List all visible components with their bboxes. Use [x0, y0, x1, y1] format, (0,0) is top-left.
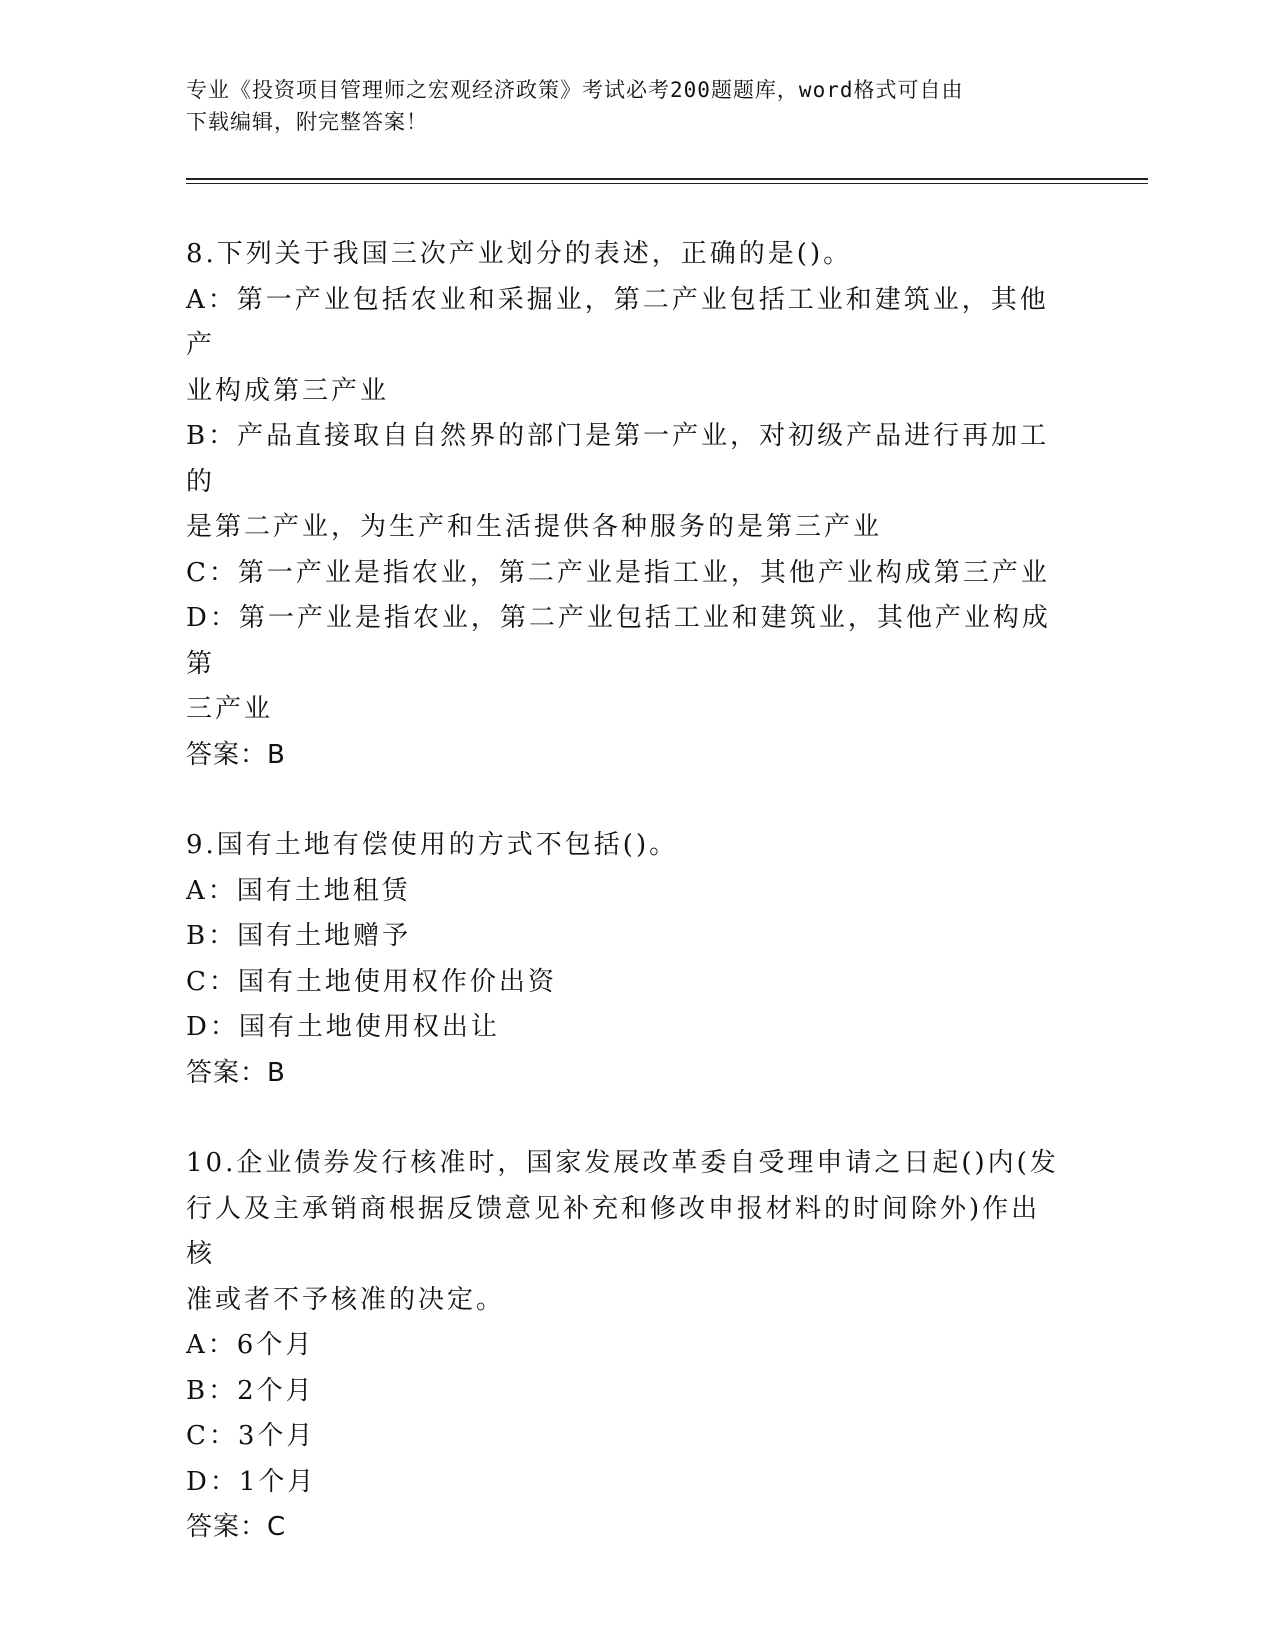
- answer: 答案：C: [186, 1512, 287, 1542]
- option-c: C：国有土地使用权作价出资: [186, 966, 557, 997]
- option-a: A：6个月: [186, 1330, 315, 1360]
- option-a: A：第一产业包括农业和采掘业，第二产业包括工业和建筑业，其他产: [186, 284, 1049, 360]
- question-10: [186, 1141, 1066, 1551]
- question-stem-cont: 行人及主承销商根据反馈意见补充和修改申报材料的时间除外)作出核: [186, 1193, 1041, 1269]
- option-a: A：国有土地租赁: [186, 875, 411, 906]
- header-divider-thick: [186, 178, 1148, 180]
- option-b: B：国有土地赠予: [186, 921, 412, 951]
- question-stem: 8.下列关于我国三次产业划分的表述，正确的是()。: [186, 239, 853, 269]
- question-8: [186, 232, 1066, 778]
- question-stem: 9.国有土地有偿使用的方式不包括()。: [186, 830, 679, 860]
- header-divider-thin: [186, 183, 1148, 184]
- option-c: C：3个月: [186, 1421, 316, 1451]
- document-header: [186, 74, 1086, 138]
- answer: 答案：B: [186, 1057, 286, 1088]
- option-c: C：第一产业是指农业，第二产业是指工业，其他产业构成第三产业: [186, 557, 1050, 588]
- question-9: [186, 823, 1066, 1096]
- option-d-cont: 三产业: [186, 694, 274, 724]
- option-b-cont: 是第二产业，为生产和生活提供各种服务的是第三产业: [186, 512, 883, 542]
- option-a-cont: 业构成第三产业: [186, 375, 390, 406]
- answer: 答案：B: [186, 739, 286, 770]
- option-d: D：国有土地使用权出让: [186, 1012, 500, 1042]
- option-b: B：产品直接取自自然界的部门是第一产业，对初级产品进行再加工的: [186, 421, 1050, 497]
- question-stem-cont: 准或者不予核准的决定。: [186, 1284, 506, 1315]
- question-stem: 10.企业债券发行核准时，国家发展改革委自受理申请之日起()内(发: [186, 1148, 1059, 1178]
- option-b: B：2个月: [186, 1375, 315, 1406]
- header-line-1: 专业《投资项目管理师之宏观经济政策》考试必考200题题库，word格式可自由: [186, 78, 964, 102]
- question-list: [186, 232, 1066, 1596]
- option-d: D：第一产业是指农业，第二产业包括工业和建筑业，其他产业构成第: [186, 603, 1051, 679]
- header-line-2: 下载编辑，附完整答案！: [186, 110, 428, 134]
- option-d: D：1个月: [186, 1466, 317, 1497]
